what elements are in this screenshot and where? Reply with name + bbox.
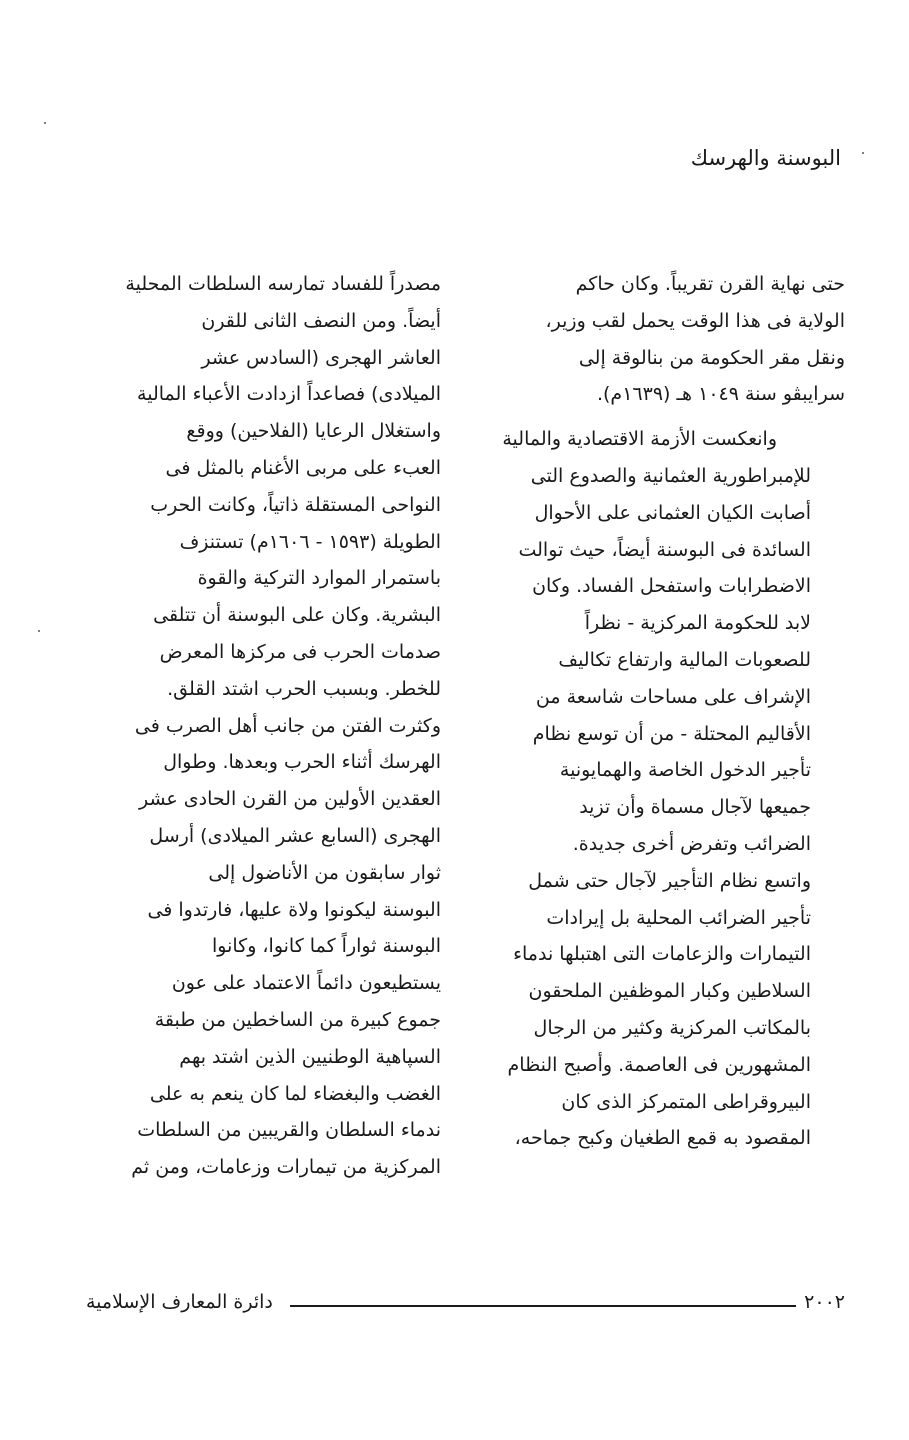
text-line: يستطيعون دائماً الاعتماد على عون (171, 972, 441, 995)
publication-title: دائرة المعارف الإسلامية (86, 1291, 273, 1313)
text-line: أصابت الكيان العثمانى على الأحوال (534, 501, 811, 524)
text-line: السپاهية الوطنيين الذين اشتد بهم (179, 1045, 441, 1068)
text-line: واتسع نظام التأجير لآجال حتى شمل (528, 869, 811, 892)
text-line: باستمرار الموارد التركية والقوة (197, 567, 441, 590)
text-line: للصعوبات المالية وارتفاع تكاليف (558, 648, 811, 671)
text-line: النواحى المستقلة ذاتياً، وكانت الحرب (150, 493, 441, 516)
text-line: بالمكاتب المركزية وكثير من الرجال (533, 1016, 811, 1039)
text-line: ندماء السلطان والقريبين من السلطات (137, 1119, 441, 1142)
paragraph-2 (479, 421, 845, 1157)
text-line: للإمبراطورية العثمانية والصدوع التى (530, 464, 811, 487)
text-line: الغضب والبغضاء لما كان ينعم به على (149, 1082, 441, 1105)
text-line: للخطر. وبسبب الحرب اشتد القلق. (167, 677, 441, 700)
page-footer (0, 1291, 909, 1321)
text-line: المقصود به قمع الطغيان وكبح جماحه، (514, 1127, 811, 1150)
text-line: المركزية من تيمارات وزعامات، ومن ثم (131, 1156, 441, 1179)
text-line: واستغلال الرعايا (الفلاحين) ووقع (186, 420, 441, 443)
scan-speck (862, 152, 864, 154)
text-line: العاشر الهجرى (السادس عشر (201, 346, 441, 369)
text-line: الاضطرابات واستفحل الفساد. وكان (532, 575, 811, 598)
text-line: تأجير الضرائب المحلية بل إيرادات (546, 906, 811, 929)
text-line: وكثرت الفتن من جانب أهل الصرب فى (134, 714, 441, 737)
paragraph-continued (69, 266, 441, 1186)
text-line: المشهورين فى العاصمة. وأصبح النظام (507, 1053, 811, 1076)
text-line: الهجرى (السابع عشر الميلادى) أرسل (149, 824, 441, 847)
text-line: حتى نهاية القرن تقريباً. وكان حاكم (575, 273, 845, 295)
text-line: التيمارات والزعامات التى اهتبلها ندماء (513, 943, 811, 966)
text-column-right (479, 266, 845, 1157)
text-line: البوسنة ثواراً كما كانوا، وكانوا (211, 935, 441, 958)
scan-speck (44, 122, 46, 124)
text-line: سرايبڤو سنة ١٠٤٩ هـ (١٦٣٩م). (596, 383, 845, 406)
text-column-left (69, 266, 441, 1186)
text-line: السائدة فى البوسنة أيضاً، حيث توالت (518, 538, 811, 561)
text-line: الطويلة (١٥٩٣ - ١٦٠٦م) تستنزف (179, 530, 441, 553)
text-line: وانعكست الأزمة الاقتصادية والمالية (502, 428, 777, 451)
scan-speck (38, 630, 40, 632)
text-line: مصدراً للفساد تمارسه السلطات المحلية (125, 273, 441, 295)
text-line: جموع كبيرة من الساخطين من طبقة (154, 1008, 441, 1031)
text-line: تأجير الدخول الخاصة والهمايونية (559, 759, 811, 782)
text-line: الإشراف على مساحات شاسعة من (535, 685, 811, 708)
text-line: الأقاليم المحتلة - من أن توسع نظام (532, 722, 811, 745)
text-line: جميعها لآجال مسماة وأن تزيد (579, 796, 811, 819)
text-line: الهرسك أثناء الحرب وبعدها. وطوال (163, 751, 441, 774)
text-line: البشرية. وكان على البوسنة أن تتلقى (153, 604, 441, 627)
text-line: ونقل مقر الحكومة من بنالوقة إلى (578, 346, 845, 369)
running-header-title: البوسنة والهرسك (690, 146, 841, 170)
text-line: لابد للحكومة المركزية - نظراً (584, 612, 811, 635)
text-line: الميلادى) فصاعداً ازدادت الأعباء المالية (137, 383, 441, 406)
text-line: البيروقراطى المتمركز الذى كان (561, 1090, 811, 1113)
paragraph-1 (479, 266, 845, 413)
page-number: ٢٠٠٢ (804, 1291, 845, 1313)
text-line: العبء على مربى الأغنام بالمثل فى (165, 456, 441, 479)
text-line: ثوار سابقون من الأناضول إلى (208, 861, 441, 884)
footer-divider-rule (290, 1305, 796, 1307)
text-line: السلاطين وكبار الموظفين الملحقون (528, 980, 811, 1003)
text-line: أيضاً. ومن النصف الثانى للقرن (201, 309, 441, 332)
text-line: الضرائب وتفرض أخرى جديدة. (572, 832, 811, 855)
text-line: العقدين الأولين من القرن الحادى عشر (138, 788, 441, 811)
text-line: الولاية فى هذا الوقت يحمل لقب وزير، (545, 309, 845, 332)
text-line: صدمات الحرب فى مركزها المعرض (159, 640, 441, 663)
text-line: البوسنة ليكونوا ولاة عليها، فارتدوا فى (147, 898, 441, 921)
